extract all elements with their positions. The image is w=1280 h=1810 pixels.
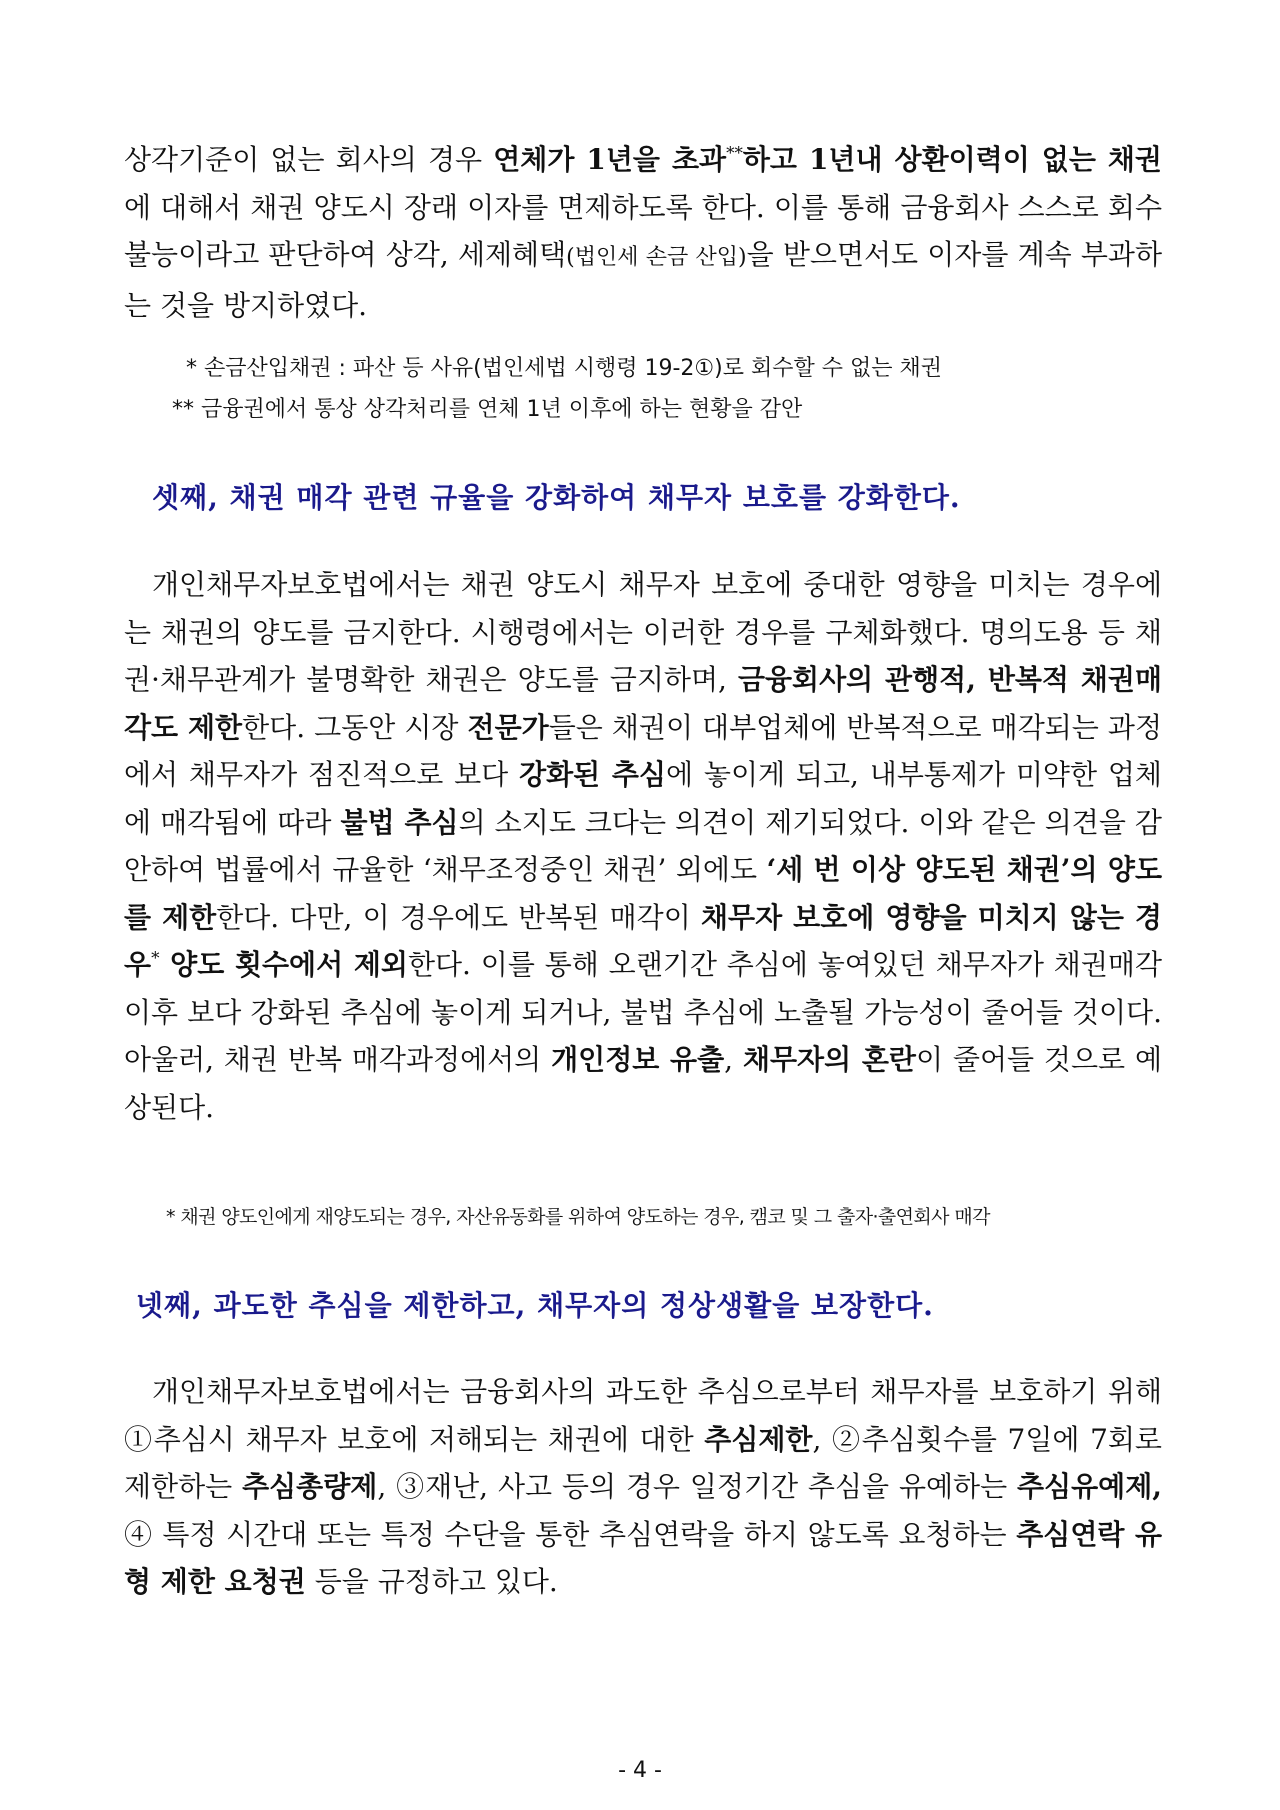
text: , <box>724 1043 743 1076</box>
bold-text: 추심유예제, <box>1017 1470 1163 1503</box>
bold-text: 채무자의 혼란 <box>742 1043 916 1076</box>
text: 에 대해서 채권 양도시 장래 이자를 면제하도록 한다. 이를 통해 금융회사 스스로 회수불능이라고 판단하여 상각, 세제혜택 <box>124 190 1162 271</box>
text: , ③재난, 사고 등의 경우 일정기간 추심을 유예하는 <box>377 1470 1018 1503</box>
text: 개인채무자보호법에서는 채권 양도시 채무자 보호에 중대한 영향을 미치는 경우에는 채권의 양도를 금지한다. 시행령에서는 이러한 경우를 구체화했다. 명의도용 등 채권·채무관계가 불명확한 채권은 양도를 금지하며, <box>124 568 1162 696</box>
paragraph-write-off <box>124 136 1162 329</box>
footnote-2: ** 금융권에서 통상 상각처리를 연체 1년 이후에 하는 현황을 감안 <box>172 397 803 422</box>
bold-text: 전문가 <box>467 710 549 744</box>
text: ④ 특정 시간대 또는 특정 수단을 통한 추심연락을 하지 않도록 요청하는 <box>124 1517 1017 1551</box>
paragraph-bond-sale <box>124 561 1162 1131</box>
bold-text: 하고 1년내 상환이력이 없는 채권 <box>742 143 1162 176</box>
text: 이 줄어들 것으로 예상된다. <box>124 1043 1162 1124</box>
section-heading-third: 셋째, 채권 매각 관련 규율을 강화하여 채무자 보호를 강화한다. <box>152 481 961 514</box>
text: 의 소지도 크다는 의견이 제기되었다. 이와 같은 의견을 감안하여 법률에서 규율한 ‘채무조정중인 채권’ 외에도 <box>124 805 1162 886</box>
footnote-1: * 손금산입채권 : 파산 등 사유(법인세법 시행령 19-2①)로 회수할 수 없는 채권 <box>186 356 942 381</box>
text: , ②추심횟수를 7일에 7회로 제한하는 <box>124 1422 1162 1503</box>
paragraph-collection <box>124 1368 1162 1606</box>
footnote-mark: ** <box>726 142 743 163</box>
bold-text: 강화된 추심 <box>519 758 667 791</box>
small-text: (법인세 손금 산입) <box>566 245 747 270</box>
bold-text: ‘세 번 이상 양도된 채권’의 양도를 제한 <box>124 853 1162 934</box>
text: 등을 규정하고 있다. <box>305 1565 558 1598</box>
bold-text: 금융회사의 관행적, 반복적 채권매각도 제한 <box>124 663 1163 744</box>
bold-text: 추심제한 <box>704 1422 813 1456</box>
bold-text: 채무자 보호에 영향을 미치지 않는 경우 <box>124 900 1162 981</box>
text: 상각기준이 없는 회사의 경우 <box>124 143 494 176</box>
bold-text: 개인정보 유출 <box>551 1043 725 1076</box>
text: 한다. 그동안 시장 <box>242 710 468 744</box>
text: 에 놓이게 되고, 내부통제가 미약한 업체에 매각됨에 따라 <box>124 758 1162 839</box>
footnote-3: * 채권 양도인에게 재양도되는 경우, 자산유동화를 위하여 양도하는 경우, 캠코 및 그 출자·출연회사 매각 <box>166 1206 990 1228</box>
text: 들은 채권이 대부업체에 반복적으로 매각되는 과정에서 채무자가 점진적으로 보다 <box>124 710 1162 791</box>
bold-text: 양도 횟수에서 제외 <box>159 948 408 981</box>
bold-text: 연체가 1년을 초과 <box>493 143 727 176</box>
text: 을 받으면서도 이자를 계속 부과하는 것을 방지하였다. <box>124 238 1162 322</box>
bold-text: 추심총량제 <box>242 1470 378 1503</box>
text: 한다. 다만, 이 경우에도 반복된 매각이 <box>216 900 701 934</box>
bold-text: 불법 추심 <box>340 805 459 839</box>
section-heading-fourth: 넷째, 과도한 추심을 제한하고, 채무자의 정상생활을 보장한다. <box>136 1289 934 1322</box>
bold-text: 추심연락 유형 제한 요청권 <box>124 1517 1162 1598</box>
page-number: - 4 - <box>618 1758 662 1783</box>
text: 한다. 이를 통해 오랜기간 추심에 놓여있던 채무자가 채권매각 이후 보다 강화된 추심에 놓이게 되거나, 불법 추심에 노출될 가능성이 줄어들 것이다. 아울러, 채권 반복 매각과정에서의 <box>124 948 1162 1076</box>
footnote-mark: * <box>151 947 160 968</box>
text: 개인채무자보호법에서는 금융회사의 과도한 추심으로부터 채무자를 보호하기 위해 ①추심시 채무자 보호에 저해되는 채권에 대한 <box>124 1375 1162 1456</box>
